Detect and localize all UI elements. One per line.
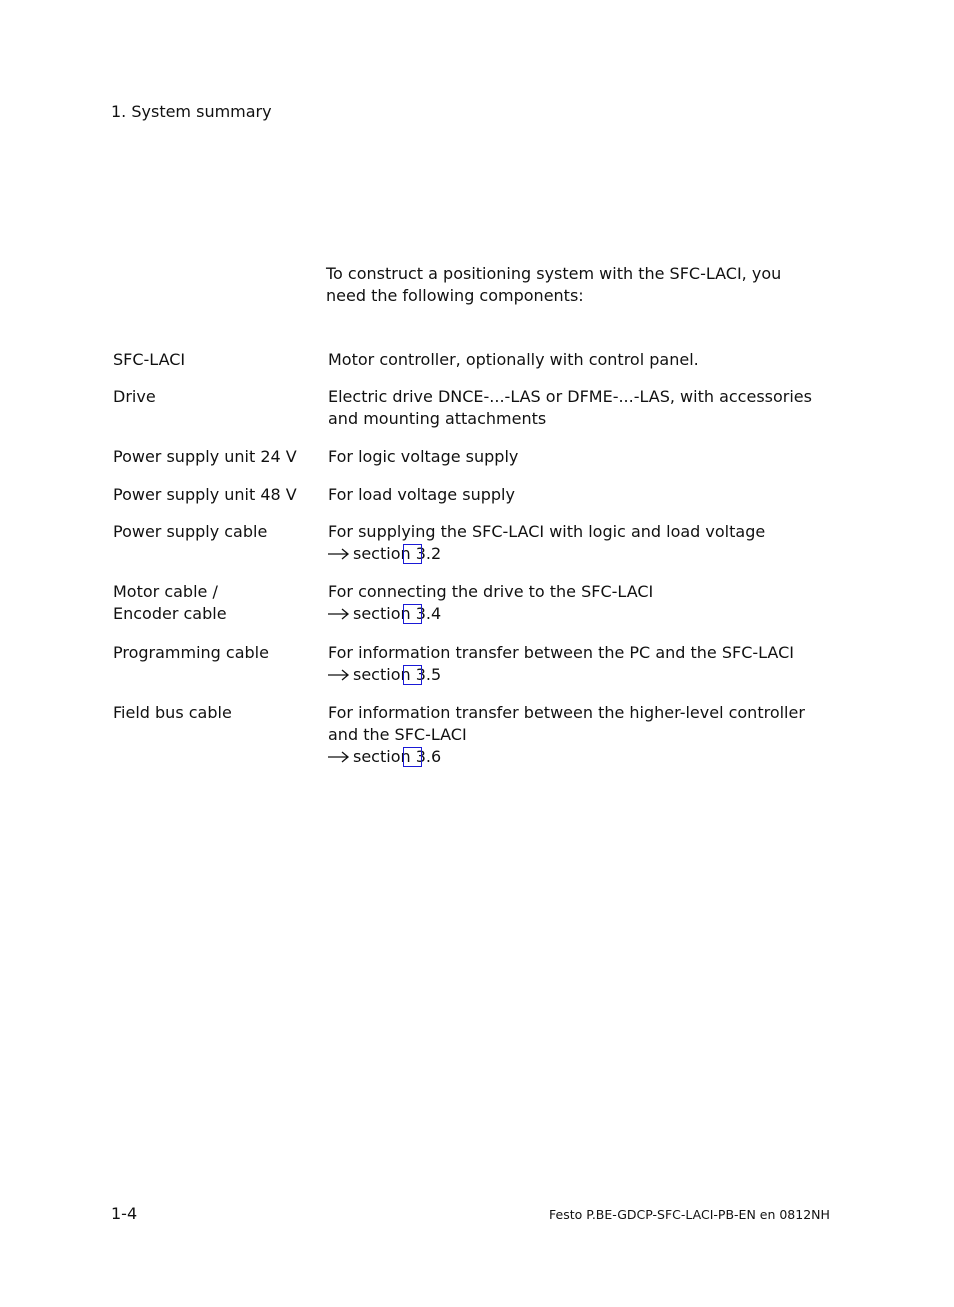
component-description-line: Motor controller, optionally with control panel. xyxy=(328,350,699,369)
component-description-line: For connecting the drive to the SFC-LACI xyxy=(328,582,654,601)
component-name xyxy=(113,446,318,468)
component-description xyxy=(328,581,808,625)
section-reference-text: section 3.2 xyxy=(353,544,442,563)
right-arrow-icon xyxy=(328,669,350,681)
section-reference-link[interactable] xyxy=(328,664,808,686)
footer-document-id: Festo P.BE-GDCP-SFC-LACI-PB-EN en 0812NH xyxy=(549,1207,830,1222)
component-name-line: Motor cable / xyxy=(113,582,218,601)
component-name xyxy=(113,349,318,371)
intro-line: need the following components: xyxy=(326,286,584,305)
component-name xyxy=(113,484,318,506)
component-description xyxy=(328,349,808,371)
section-reference-text: section 3.5 xyxy=(353,665,442,684)
link-highlight-box[interactable] xyxy=(403,747,422,767)
section-reference-link[interactable] xyxy=(328,603,808,625)
component-description xyxy=(328,521,808,565)
component-description-line: and mounting attachments xyxy=(328,409,547,428)
component-description-line: Electric drive DNCE-...-LAS or DFME-...-LAS, with accessories xyxy=(328,387,812,406)
component-description xyxy=(328,642,808,686)
component-description xyxy=(328,484,808,506)
component-name-line: SFC-LACI xyxy=(113,350,186,369)
component-name-line: Power supply unit 48 V xyxy=(113,485,297,504)
link-highlight-box[interactable] xyxy=(403,604,422,624)
component-name xyxy=(113,386,318,408)
link-highlight-box[interactable] xyxy=(403,665,422,685)
page-number: 1-4 xyxy=(111,1204,138,1223)
page-header xyxy=(111,101,272,123)
section-reference-link[interactable] xyxy=(328,543,808,565)
section-reference-text: section 3.4 xyxy=(353,604,442,623)
component-description-line: For logic voltage supply xyxy=(328,447,519,466)
section-reference-link[interactable] xyxy=(328,746,808,768)
component-name-line: Drive xyxy=(113,387,156,406)
component-description-line: and the SFC-LACI xyxy=(328,725,467,744)
component-name-line: Encoder cable xyxy=(113,604,227,623)
intro-line: To construct a positioning system with the SFC-LACI, you xyxy=(326,264,782,283)
component-name-line: Power supply unit 24 V xyxy=(113,447,297,466)
component-description xyxy=(328,386,812,430)
component-name-line: Power supply cable xyxy=(113,522,268,541)
right-arrow-icon xyxy=(328,751,350,763)
component-name xyxy=(113,702,318,724)
component-description xyxy=(328,446,808,468)
component-description-line: For information transfer between the higher-level controller xyxy=(328,703,805,722)
intro-paragraph xyxy=(326,263,806,307)
component-description-line: For information transfer between the PC and the SFC-LACI xyxy=(328,643,794,662)
component-name xyxy=(113,581,318,625)
link-highlight-box[interactable] xyxy=(403,544,422,564)
component-description-line: For supplying the SFC-LACI with logic and load voltage xyxy=(328,522,766,541)
section-reference-text: section 3.6 xyxy=(353,747,442,766)
component-name-line: Programming cable xyxy=(113,643,269,662)
right-arrow-icon xyxy=(328,608,350,620)
component-name-line: Field bus cable xyxy=(113,703,232,722)
component-name xyxy=(113,521,318,543)
component-description xyxy=(328,702,808,768)
section-title: 1. System summary xyxy=(111,102,272,121)
component-name xyxy=(113,642,318,664)
right-arrow-icon xyxy=(328,548,350,560)
component-description-line: For load voltage supply xyxy=(328,485,515,504)
